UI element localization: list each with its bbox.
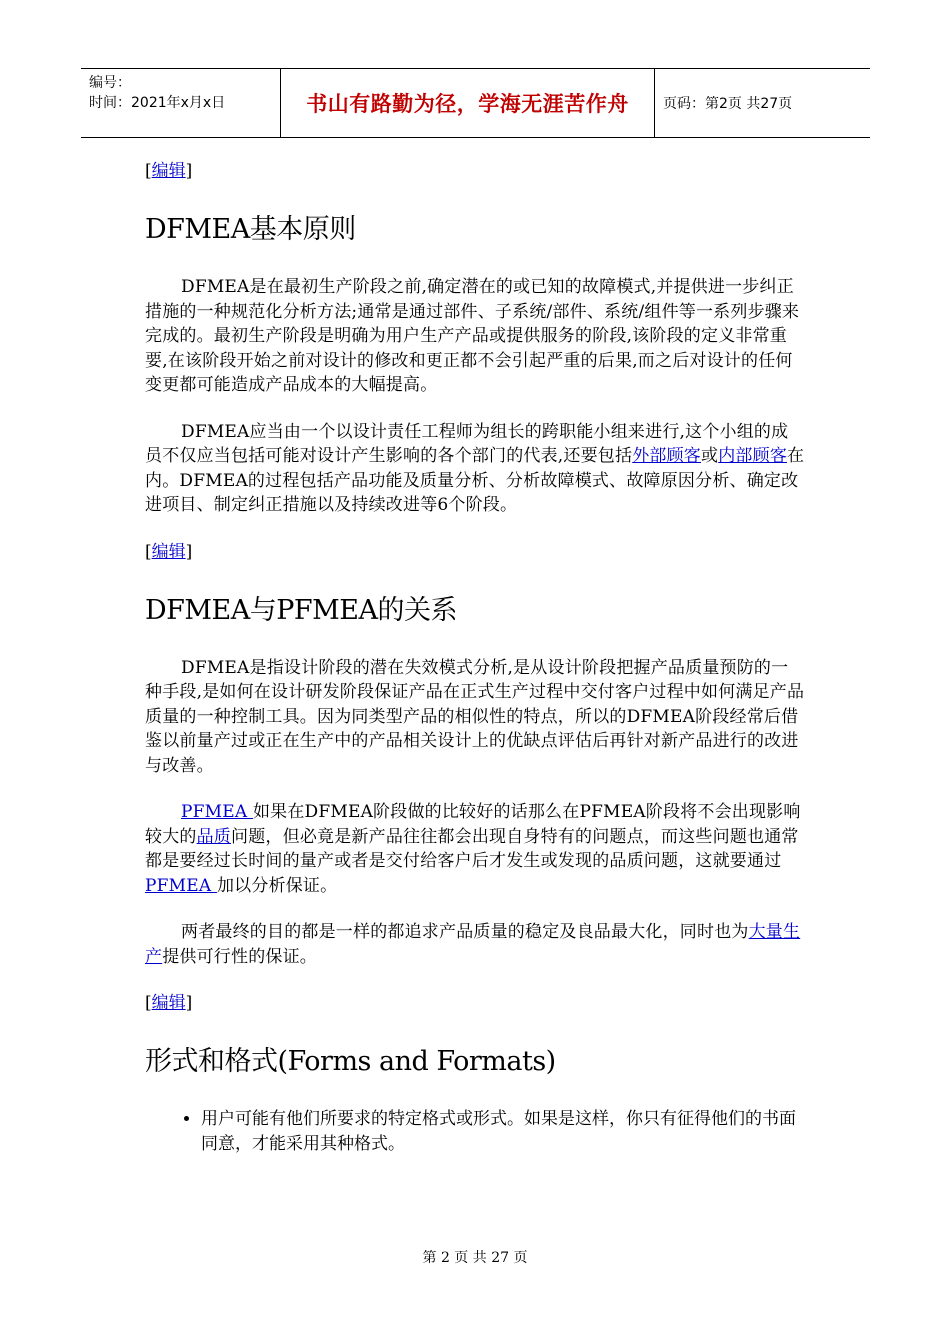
bullet-list [145,1107,805,1156]
edit-section-3: [编辑] [145,993,193,1013]
header-motto: 书山有路勤为径，学海无涯苦作舟 [281,69,655,137]
text-run: 两者最终的目的都是一样的都追求产品质量的稳定及良品最大化，同时也为 [181,922,749,942]
paragraph [145,420,805,518]
text-run: 提供可行性的保证。 [162,946,318,967]
section-title: DFMEA基本原则 [145,214,356,245]
text-run: 问题，但必竟是新产品往往都会出现自身特有的问题点，而这些问题也通常都是要经过长时间的量产或者是交付给客户后才发生或发现的品质问题，这就要通过 [145,826,799,871]
mass-production-link[interactable]: 大量生产 [145,922,801,967]
section-title: 形式和格式(Forms and Formats) [145,1046,556,1077]
text-run: 在内。DFMEA的过程包括产品功能及质量分析、分析故障模式、故障原因分析、确定改进项目、制定纠正措施以及持续改进等6个阶段。 [145,446,805,515]
external-customer-link[interactable]: 外部顾客 [632,446,702,466]
text-run: 加以分析保证。 [216,875,338,896]
paragraph [145,920,805,969]
edit-section-2: [编辑] [145,541,193,562]
text-run: 或 [701,446,719,466]
paragraph: DFMEA是在最初生产阶段之前,确定潜在的或已知的故障模式,并提供进一步纠正措施的一种规范化分析方法;通常是通过部件、子系统/部件、系统/组件等一系列步骤来完成的。最初生产阶段是明确为用户生产产品或提供服务的阶段,该阶段的定义非常重要,在该阶段开始之前对设计的修改和更正都不会引起严重的后果,而之后对设计的任何变更都可能造成产品成本的大幅提高。 [145,277,800,395]
paragraph: DFMEA是指设计阶段的潜在失效模式分析,是从设计阶段把握产品质量预防的一种手段,是如何在设计研发阶段保证产品在正式生产过程中交付客户过程中如何满足产品质量的一种控制工具。因为同类型产品的相似性的特点，所以的DFMEA阶段经常后借鉴以前量产过或正在生产中的产品相关设计上的优缺点评估后再针对新产品进行的改进与改善。 [145,657,805,776]
edit-link[interactable]: 编辑 [151,161,186,181]
section-title: DFMEA与PFMEA的关系 [145,594,457,626]
time-label: 时间：2021年x月x日 [89,95,226,111]
paragraph [145,800,805,898]
quality-link[interactable]: 品质 [196,826,232,847]
header-meta [81,69,281,137]
pfmea-link[interactable]: PFMEA [181,802,253,822]
edit-link[interactable]: 编辑 [151,993,186,1013]
page-footer: 第 2 页 共 27 页 [422,1250,528,1266]
number-label: 编号： [89,75,131,91]
internal-customer-link[interactable]: 内部顾客 [718,446,788,466]
header-page-info: 页码：第2页 共27页 [663,96,793,112]
document-body [145,155,805,1156]
list-item: • 用户可能有他们所要求的特定格式或形式。如果是这样，你只有征得他们的书面同意，才能采用其种格式。 [201,1107,805,1156]
page-header [81,68,870,138]
edit-section-1: [编辑] [145,161,193,181]
text-run: 如果在DFMEA阶段做的比较好的话那么在PFMEA阶段将不会出现影响较大的 [145,802,801,847]
text-run: DFMEA应当由一个以设计责任工程师为组长的跨职能小组来进行,这个小组的成员不仅应当包括可能对设计产生影响的各个部门的代表,还要包括 [145,421,789,466]
pfmea-link[interactable]: PFMEA [145,875,217,896]
edit-link[interactable]: 编辑 [151,541,186,562]
